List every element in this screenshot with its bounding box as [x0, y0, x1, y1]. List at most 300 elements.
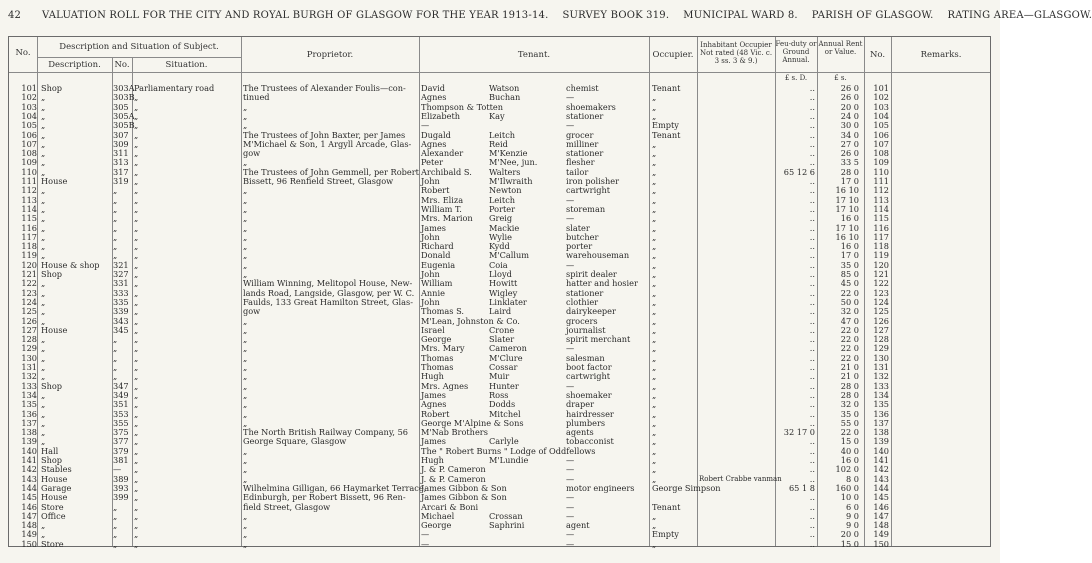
- cell-no: 133: [21, 380, 37, 391]
- cell-tl: Porter: [489, 203, 516, 214]
- cell-prop: „: [243, 389, 248, 400]
- cell-desc: Shop: [41, 83, 63, 93]
- cell-desc: „: [41, 222, 46, 233]
- cell-sit: „: [134, 464, 139, 475]
- cell-occ: —: [566, 194, 575, 205]
- cell-no: 105: [21, 120, 37, 131]
- cell-occ: flesher: [566, 157, 595, 168]
- cell-feu: ..: [809, 203, 815, 214]
- table-row: [9, 540, 990, 549]
- cell-sit: „: [134, 343, 139, 354]
- cell-num: 333: [113, 287, 129, 298]
- cell-desc: House: [41, 473, 68, 484]
- col-header-rent-units: £ s.: [834, 74, 847, 82]
- cell-prop: „: [243, 455, 248, 465]
- cell-occupier: Empty: [652, 120, 679, 131]
- cell-prop: The Trustees of Alexander Foulis—con-: [243, 83, 406, 93]
- cell-occ: stationer: [566, 110, 604, 121]
- cell-desc: Stables: [41, 464, 72, 475]
- cell-desc: „: [41, 148, 46, 159]
- cell-no: 104: [21, 110, 37, 121]
- cell-tf: James: [421, 389, 446, 400]
- cell-inh: Robert Crabbe vanman: [699, 474, 782, 483]
- subheader-rule: [37, 57, 241, 58]
- cell-no2: 136: [873, 408, 889, 419]
- cell-prop: „: [243, 510, 248, 521]
- cell-sit: „: [134, 389, 139, 400]
- cell-rent: 8 0: [845, 473, 859, 484]
- cell-occupier: „: [652, 538, 657, 549]
- cell-prop: „: [243, 120, 248, 131]
- cell-occ: shoemaker: [566, 389, 612, 400]
- cell-occupier: „: [652, 362, 657, 372]
- cell-num: 349: [113, 389, 129, 400]
- cell-prop: „: [243, 520, 248, 531]
- cell-sit: „: [134, 185, 139, 196]
- cell-no2: 133: [873, 380, 889, 391]
- cell-occupier: „: [652, 315, 657, 326]
- cell-occ: tailor: [566, 166, 589, 177]
- cell-rent: 22 0: [840, 343, 859, 354]
- cell-tf: Agnes: [421, 138, 447, 149]
- cell-occ: —: [566, 473, 575, 484]
- cell-tf: Elizabeth: [421, 110, 461, 121]
- cell-desc: „: [41, 241, 46, 252]
- cell-tf: David: [421, 83, 445, 93]
- cell-rent: 35 0: [840, 259, 859, 270]
- cell-feu: ..: [809, 510, 815, 521]
- cell-occupier: George Simpson: [652, 482, 721, 493]
- cell-rent: 21 0: [840, 371, 859, 382]
- cell-occupier: „: [652, 455, 657, 465]
- cell-tf: Mrs. Mary: [421, 343, 465, 354]
- cell-desc: „: [41, 250, 46, 261]
- cell-tl: Mackie: [489, 222, 520, 233]
- cell-tf: John: [421, 269, 440, 279]
- cell-prop: Faulds, 133 Great Hamilton Street, Glas-: [243, 296, 413, 307]
- cell-prop: The North British Railway Company, 56: [243, 427, 408, 438]
- cell-occ: —: [566, 529, 575, 540]
- cell-sit: „: [134, 269, 139, 279]
- cell-feu: ..: [809, 157, 815, 168]
- cell-tf: Hugh: [421, 455, 444, 465]
- cell-num: 389: [113, 473, 129, 484]
- cell-num: „: [113, 538, 118, 549]
- cell-prop: „: [243, 371, 248, 382]
- cell-occupier: Tenant: [652, 501, 681, 512]
- cell-sit: „: [134, 250, 139, 261]
- cell-tf: Mrs. Agnes: [421, 380, 469, 391]
- cell-num: 379: [113, 445, 129, 456]
- cell-num: 381: [113, 455, 129, 465]
- cell-desc: Store: [41, 538, 64, 549]
- cell-tl: M'Callum: [489, 250, 530, 261]
- cell-occupier: „: [652, 157, 657, 168]
- cell-occ: stationer: [566, 287, 604, 298]
- cell-num: 351: [113, 399, 129, 410]
- cell-sit: „: [134, 148, 139, 159]
- cell-occupier: „: [652, 473, 657, 484]
- cell-occupier: „: [652, 166, 657, 177]
- cell-tf: John: [421, 231, 440, 242]
- col-header-feu-units: £ s. D.: [784, 74, 808, 82]
- cell-desc: „: [41, 343, 46, 354]
- cell-tl: Crone: [489, 324, 515, 335]
- cell-no2: 121: [873, 269, 889, 279]
- cell-sit: „: [134, 334, 139, 345]
- cell-sit: „: [134, 501, 139, 512]
- survey-book: SURVEY BOOK 319.: [562, 10, 670, 21]
- cell-feu: ..: [809, 138, 815, 149]
- cell-rent: 28 0: [840, 380, 859, 391]
- cell-sit: „: [134, 399, 139, 410]
- cell-no: 125: [21, 306, 37, 317]
- cell-sit: „: [134, 213, 139, 224]
- cell-prop: „: [243, 259, 248, 270]
- cell-sit: „: [134, 538, 139, 549]
- cell-occ: grocers: [566, 315, 598, 326]
- cell-prop: „: [243, 343, 248, 354]
- cell-rent: 9 0: [845, 510, 859, 521]
- rating-area: RATING AREA—GLASGOW.: [947, 10, 1092, 21]
- cell-occupier: Tenant: [652, 83, 681, 93]
- cell-occupier: „: [652, 324, 657, 335]
- cell-occupier: „: [652, 371, 657, 382]
- cell-tl: Mitchel: [489, 408, 521, 419]
- cell-occupier: „: [652, 138, 657, 149]
- cell-sit: „: [134, 380, 139, 391]
- cell-no: 136: [21, 408, 37, 419]
- cell-rent: 102 0: [835, 464, 859, 475]
- cell-rent: 45 0: [840, 278, 859, 289]
- cell-tf: Agnes: [421, 92, 447, 103]
- cell-feu: ..: [809, 362, 815, 372]
- cell-num: „: [113, 194, 118, 205]
- cell-no2: 101: [873, 83, 889, 93]
- cell-sit: „: [134, 408, 139, 419]
- cell-rent: 40 0: [840, 445, 859, 456]
- cell-occupier: „: [652, 101, 657, 112]
- cell-tl: M'Nee, jun.: [489, 157, 538, 168]
- cell-prop: „: [243, 408, 248, 419]
- cell-tf: J. & P. Cameron: [421, 473, 486, 484]
- cell-feu: ..: [809, 399, 815, 410]
- cell-tl: Wylie: [489, 231, 512, 242]
- cell-tl: Watson: [489, 83, 520, 93]
- cell-occupier: „: [652, 287, 657, 298]
- cell-occupier: „: [652, 296, 657, 307]
- cell-sit: „: [134, 492, 139, 503]
- cell-feu: ..: [809, 129, 815, 140]
- cell-no: 121: [21, 269, 37, 279]
- cell-tf: Archibald S.: [421, 166, 472, 177]
- cell-feu: ..: [809, 101, 815, 112]
- cell-num: 399: [113, 492, 129, 503]
- cell-no2: 132: [873, 371, 889, 382]
- cell-occ: iron polisher: [566, 176, 619, 186]
- cell-occupier: „: [652, 520, 657, 531]
- cell-tl: Reid: [489, 138, 508, 149]
- cell-desc: Office: [41, 510, 66, 521]
- cell-tf: John: [421, 176, 440, 186]
- cell-occ: —: [566, 492, 575, 503]
- cell-desc: House: [41, 492, 68, 503]
- cell-no: 143: [21, 473, 37, 484]
- cell-rent: 17 0: [840, 250, 859, 261]
- cell-no: 113: [21, 194, 37, 205]
- cell-num: 393: [113, 482, 129, 493]
- cell-sit: „: [134, 445, 139, 456]
- cell-tl: M'Ilwraith: [489, 176, 533, 186]
- cell-prop: M'Michael & Son, 1 Argyll Arcade, Glas-: [243, 138, 412, 149]
- col-header-remarks: Remarks.: [920, 50, 962, 60]
- cell-feu: ..: [809, 492, 815, 503]
- cell-occupier: „: [652, 185, 657, 196]
- cell-sit: „: [134, 166, 139, 177]
- cell-desc: „: [41, 417, 46, 428]
- cell-tf: George: [421, 334, 452, 345]
- cell-feu: ..: [809, 408, 815, 419]
- cell-tf: Donald: [421, 250, 451, 261]
- cell-no: 110: [21, 166, 37, 177]
- cell-tl: Kydd: [489, 241, 510, 252]
- cell-feu: ..: [809, 194, 815, 205]
- cell-sit: „: [134, 315, 139, 326]
- cell-occ: dairykeeper: [566, 306, 616, 317]
- cell-no2: 102: [873, 92, 889, 103]
- cell-prop: „: [243, 334, 248, 345]
- cell-feu: ..: [809, 278, 815, 289]
- cell-rent: 55 0: [840, 417, 859, 428]
- cell-no2: 130: [873, 352, 889, 363]
- cell-feu: ..: [809, 241, 815, 252]
- cell-desc: „: [41, 427, 46, 438]
- cell-tl: Cameron: [489, 343, 527, 354]
- cell-occupier: „: [652, 278, 657, 289]
- cell-desc: „: [41, 166, 46, 177]
- cell-tf: —: [421, 529, 430, 540]
- cell-tf: George M'Alpine & Sons: [421, 417, 524, 428]
- cell-tf: Richard: [421, 241, 454, 252]
- cell-occ: boot factor: [566, 362, 612, 372]
- cell-tl: M'Clure: [489, 352, 523, 363]
- cell-no2: 109: [873, 157, 889, 168]
- cell-rent: 17 10: [835, 222, 859, 233]
- cell-desc: „: [41, 389, 46, 400]
- cell-occupier: „: [652, 269, 657, 279]
- cell-prop: „: [243, 399, 248, 410]
- cell-num: 303A: [113, 83, 135, 93]
- cell-no2: 126: [873, 315, 889, 326]
- cell-no2: 142: [873, 464, 889, 475]
- cell-num: 345: [113, 324, 129, 335]
- cell-occupier: Empty: [652, 529, 679, 540]
- cell-sit: „: [134, 455, 139, 465]
- cell-tf: Thomas: [421, 362, 454, 372]
- cell-feu: ..: [809, 520, 815, 531]
- cell-tl: Laird: [489, 306, 512, 317]
- cell-prop: The Trustees of John Gemmell, per Robert: [243, 166, 419, 177]
- cell-occ: —: [566, 538, 575, 549]
- cell-no: 128: [21, 334, 37, 345]
- cell-sit: „: [134, 222, 139, 233]
- cell-prop: tinued: [243, 92, 270, 103]
- cell-no2: 146: [873, 501, 889, 512]
- cell-rent: 10 0: [840, 492, 859, 503]
- cell-no2: 114: [873, 203, 889, 214]
- cell-feu: ..: [809, 445, 815, 456]
- cell-tf: Dugald: [421, 129, 451, 140]
- cell-feu: ..: [809, 83, 815, 93]
- cell-no2: 122: [873, 278, 889, 289]
- cell-no2: 131: [873, 362, 889, 372]
- cell-rent: 32 0: [840, 399, 859, 410]
- cell-rent: 28 0: [840, 166, 859, 177]
- cell-tl: Leitch: [489, 129, 516, 140]
- cell-num: „: [113, 203, 118, 214]
- col-header-num: No.: [114, 60, 130, 70]
- cell-sit: „: [134, 194, 139, 205]
- cell-feu: ..: [809, 148, 815, 159]
- cell-tl: Linklater: [489, 296, 527, 307]
- roll-title: VALUATION ROLL FOR THE CITY AND ROYAL BURGH OF GLASGOW FOR THE YEAR 1913-14.: [42, 10, 549, 21]
- cell-desc: „: [41, 185, 46, 196]
- cell-desc: House: [41, 324, 68, 335]
- cell-occ: —: [566, 464, 575, 475]
- cell-tl: Ross: [489, 389, 509, 400]
- cell-occ: motor engineers: [566, 482, 635, 493]
- cell-rent: 24 0: [840, 110, 859, 121]
- cell-prop: „: [243, 529, 248, 540]
- cell-no: 138: [21, 427, 37, 438]
- cell-no2: 115: [873, 213, 889, 224]
- cell-no2: 108: [873, 148, 889, 159]
- cell-occupier: „: [652, 92, 657, 103]
- cell-occupier: „: [652, 380, 657, 391]
- cell-sit: „: [134, 324, 139, 335]
- cell-no: 130: [21, 352, 37, 363]
- cell-num: —: [113, 464, 122, 475]
- cell-rent: 26 0: [840, 148, 859, 159]
- cell-feu: ..: [809, 213, 815, 224]
- cell-feu: ..: [809, 352, 815, 363]
- cell-sit: „: [134, 120, 139, 131]
- cell-rent: 16 0: [840, 213, 859, 224]
- cell-occ: spirit merchant: [566, 334, 631, 345]
- cell-no: 102: [21, 92, 37, 103]
- cell-tf: James Gibbon & Son: [421, 492, 507, 503]
- cell-prop: „: [243, 445, 248, 456]
- cell-occ: salesman: [566, 352, 605, 363]
- cell-no2: 127: [873, 324, 889, 335]
- cell-sit: „: [134, 157, 139, 168]
- cell-occupier: „: [652, 417, 657, 428]
- cell-no: 116: [21, 222, 37, 233]
- cell-tl: Wigley: [489, 287, 518, 298]
- cell-num: „: [113, 334, 118, 345]
- cell-sit: „: [134, 352, 139, 363]
- cell-no: 111: [21, 176, 37, 186]
- cell-rent: 30 0: [840, 120, 859, 131]
- cell-no2: 147: [873, 510, 889, 521]
- cell-occ: cartwright: [566, 371, 611, 382]
- cell-no: 126: [21, 315, 37, 326]
- cell-desc: „: [41, 287, 46, 298]
- cell-occ: —: [566, 501, 575, 512]
- cell-occ: cartwright: [566, 185, 611, 196]
- cell-desc: „: [41, 362, 46, 372]
- cell-prop: „: [243, 269, 248, 279]
- cell-desc: „: [41, 157, 46, 168]
- cell-no: 117: [21, 231, 37, 242]
- cell-desc: „: [41, 110, 46, 121]
- cell-prop: „: [243, 538, 248, 549]
- cell-no: 140: [21, 445, 37, 456]
- cell-num: 305B: [113, 120, 135, 131]
- cell-prop: Wilhelmina Gilligan, 66 Haymarket Terrace,: [243, 482, 427, 493]
- cell-prop: „: [243, 417, 248, 428]
- cell-tl: Muir: [489, 371, 510, 382]
- cell-tf: Eugenia: [421, 259, 456, 270]
- cell-feu: ..: [809, 306, 815, 317]
- cell-occ: —: [566, 380, 575, 391]
- cell-sit: „: [134, 296, 139, 307]
- cell-rent: 34 0: [840, 129, 859, 140]
- cell-prop: „: [243, 464, 248, 475]
- cell-sit: „: [134, 520, 139, 531]
- cell-no: 139: [21, 436, 37, 447]
- table-row: [9, 465, 990, 474]
- col-header-occupier: Occupier.: [652, 50, 694, 60]
- cell-no2: 105: [873, 120, 889, 131]
- cell-feu: ..: [809, 250, 815, 261]
- cell-no: 141: [21, 455, 37, 465]
- cell-occ: grocer: [566, 129, 594, 140]
- cell-rent: 35 0: [840, 408, 859, 419]
- cell-prop: gow: [243, 148, 261, 159]
- cell-num: „: [113, 343, 118, 354]
- cell-no2: 137: [873, 417, 889, 428]
- cell-prop: lands Road, Langside, Glasgow, per W. C.: [243, 287, 415, 298]
- col-header-feu: Feu-duty or Ground Annual.: [775, 40, 817, 64]
- col-header-proprietor: Proprietor.: [306, 50, 354, 60]
- cell-tl: Walters: [489, 166, 521, 177]
- cell-sit: „: [134, 278, 139, 289]
- cell-num: „: [113, 501, 118, 512]
- cell-tf: Hugh: [421, 371, 444, 382]
- cell-no2: 118: [873, 241, 889, 252]
- cell-occ: shoemakers: [566, 101, 616, 112]
- municipal-ward: MUNICIPAL WARD 8.: [683, 10, 798, 21]
- cell-rent: 17 10: [835, 203, 859, 214]
- cell-desc: „: [41, 529, 46, 540]
- cell-num: „: [113, 231, 118, 242]
- cell-tl: Crossan: [489, 510, 523, 521]
- cell-feu: ..: [809, 315, 815, 326]
- cell-no: 137: [21, 417, 37, 428]
- cell-occ: —: [566, 92, 575, 103]
- cell-occupier: „: [652, 445, 657, 456]
- cell-desc: „: [41, 129, 46, 140]
- cell-tl: M'Lundie: [489, 455, 529, 465]
- cell-tf: James Gibbon & Son: [421, 482, 507, 493]
- cell-no: 142: [21, 464, 37, 475]
- cell-occ: clothier: [566, 296, 599, 307]
- cell-occ: butcher: [566, 231, 599, 242]
- cell-tl: Saphrini: [489, 520, 525, 531]
- cell-prop: „: [243, 324, 248, 335]
- cell-sit: „: [134, 417, 139, 428]
